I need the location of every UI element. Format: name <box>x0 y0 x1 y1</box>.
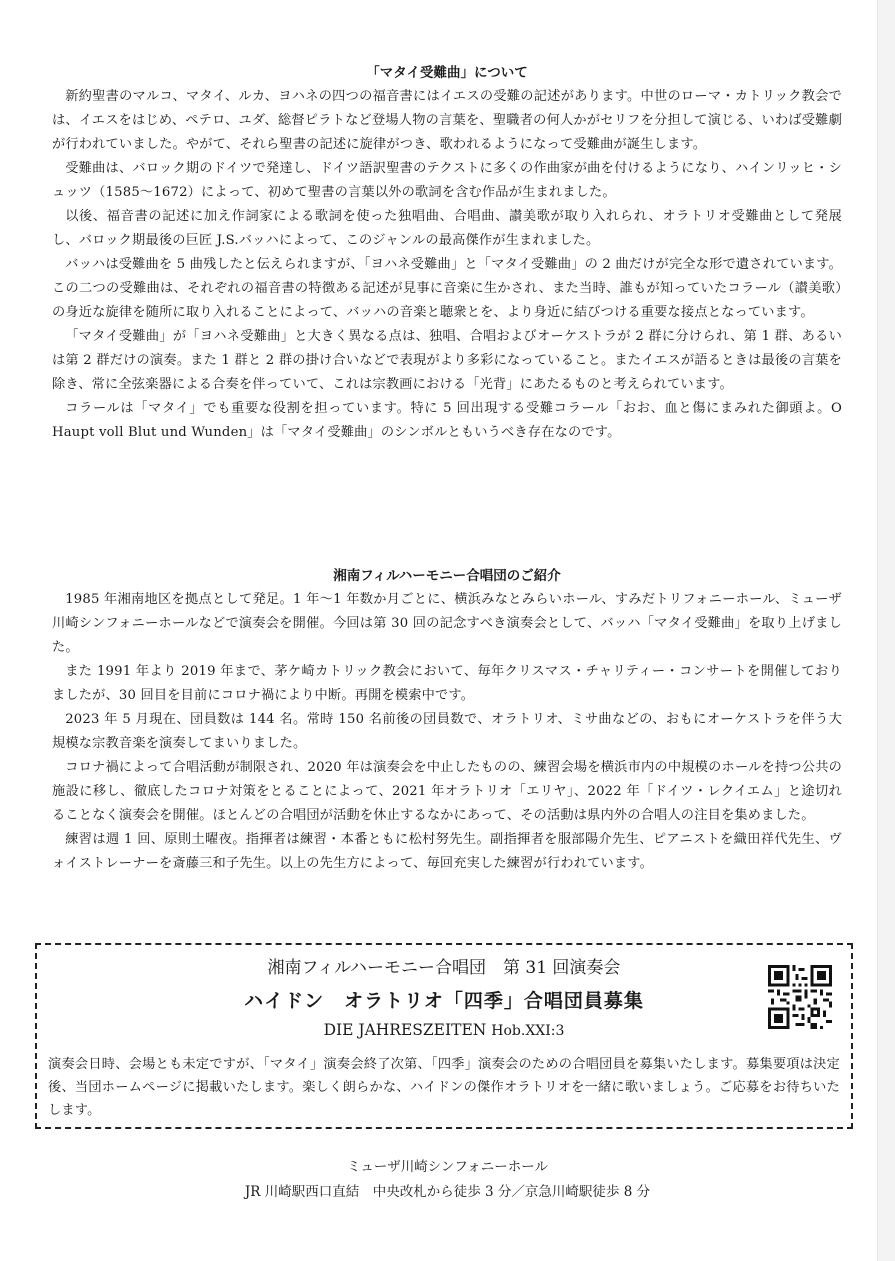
work-title <box>37 1020 851 1041</box>
work-catalog-number: Hob.XXI:3 <box>491 1023 565 1039</box>
recruitment-text: 演奏会日時、会場とも未定ですが、「マタイ」演奏会終了次第、「四季」演奏会のための合唱団員を募集いたします。募集要項は決定後、当団ホームページに掲載いたします。楽しく朗らかな、ハイドンの傑作オラトリオを一緒に歌いましょう。ご応募をお待ちいたします。 <box>48 1057 840 1118</box>
paragraph: 新約聖書のマルコ、マタイ、ルカ、ヨハネの四つの福音書にはイエスの受難の記述があります。中世のローマ・カトリック教会では、イエスをはじめ、ペテロ、ユダ、総督ピラトなど登場人物の言葉を、聖職者の何人かがセリフを分担して演じる、いわば受難劇が行われていました。やがて、それら聖書の記述に旋律がつき、歌われるようになって受難曲が誕生します。 <box>52 89 842 152</box>
work-title-main: DIE JAHRESZEITEN <box>323 1021 492 1039</box>
section-heading-choir: 湘南フィルハーモニー合唱団のご紹介 <box>333 568 561 584</box>
recruitment-box <box>35 943 853 1129</box>
section-matthew-passion <box>52 63 842 445</box>
section-heading-matthew: 「マタイ受難曲」について <box>366 65 528 81</box>
paragraph: コロナ禍によって合唱活動が制限され、2020 年は演奏会を中止したものの、練習会場を横浜市内の中規模のホールを持つ公共の施設に移し、徹底したコロナ対策をとることによって、2021 年オラトリオ「エリヤ」、2022 年「ドイツ・レクイエム」と途切れることなく演奏会を開催。ほとんどの合唱団が活動を休止するなかにあって、その活動は県内外の合唱人の注目を集めました。 <box>52 760 842 823</box>
qr-code-icon[interactable] <box>768 965 832 1029</box>
section-choir-intro <box>52 566 842 876</box>
recruitment-title: ハイドン オラトリオ「四季」合唱団員募集 <box>244 990 644 1012</box>
paragraph: 2023 年 5 月現在、団員数は 144 名。常時 150 名前後の団員数で、オラトリオ、ミサ曲などの、おもにオーケストラを伴う大規模な宗教音楽を演奏してまいりました。 <box>52 712 842 751</box>
paragraph: 以後、福音書の記述に加え作詞家による歌詞を使った独唱曲、合唱曲、讃美歌が取り入れられ、オラトリオ受難曲として発展し、バロック期最後の巨匠 J.S.バッハによって、このジャンルの最高傑作が生まれました。 <box>52 209 842 248</box>
paragraph-list-choir <box>52 588 842 876</box>
venue-access: JR 川崎駅西口直結 中央改札から徒歩 3 分／京急川崎駅徒歩 8 分 <box>244 1184 651 1200</box>
paragraph: 練習は週 1 回、原則土曜夜。指揮者は練習・本番ともに松村努先生。副指揮者を服部陽介先生、ピアニストを織田祥代先生、ヴォイストレーナーを斎藤三和子先生。以上の先生方によって、毎回充実した練習が行われています。 <box>52 832 842 871</box>
paragraph-list-matthew <box>52 85 842 445</box>
paragraph: また 1991 年より 2019 年まで、茅ケ崎カトリック教会において、毎年クリスマス・チャリティー・コンサートを開催しておりましたが、30 回目を目前にコロナ禍により中断。再開を模索中です。 <box>52 664 842 703</box>
paragraph: バッハは受難曲を 5 曲残したと伝えられますが、「ヨハネ受難曲」と「マタイ受難曲」の 2 曲だけが完全な形で遺されています。この二つの受難曲は、それぞれの福音書の特徴ある記述が見事に音楽に生かされ、また当時、誰もが知っていたコラール（讃美歌）の身近な旋律を随所に取り入れることによって、バッハの音楽と聴衆とを、より身近に結びつける重要な接点となっています。 <box>52 257 842 320</box>
paragraph: コラールは「マタイ」でも重要な役割を担っています。特に 5 回出現する受難コラール「おお、血と傷にまみれた御頭よ。O Haupt voll Blut und Wunden」は「マタイ受難曲」のシンボルともいうべき存在なのです。 <box>52 401 842 440</box>
paragraph: 1985 年湘南地区を拠点として発足。1 年～1 年数か月ごとに、横浜みなとみらいホール、すみだトリフォニーホール、ミューザ川崎シンフォニーホールなどで演奏会を開催。今回は第 30 回の記念すべき演奏会として、バッハ「マタイ受難曲」を取り上げました。 <box>52 592 842 655</box>
scrollbar-track[interactable] <box>877 0 895 1261</box>
paragraph: 「マタイ受難曲」が「ヨハネ受難曲」と大きく異なる点は、独唱、合唱およびオーケストラが 2 群に分けられ、第 1 群、あるいは第 2 群だけの演奏。また 1 群と 2 群の掛け合いなどで表現がより多彩になっていること。またイエスが語るときは最後の言葉を除き、常に全弦楽器による合奏を伴っていて、これは宗教画における「光背」にあたるものと考えられています。 <box>52 329 842 392</box>
venue-name: ミューザ川崎シンフォニーホール <box>347 1159 548 1175</box>
concert-title: 湘南フィルハーモニー合唱団 第 31 回演奏会 <box>267 958 621 978</box>
paragraph: 受難曲は、バロック期のドイツで発達し、ドイツ語訳聖書のテクストに多くの作曲家が曲を付けるようになり、ハインリッヒ・シュッツ（1585～1672）によって、初めて聖書の言葉以外の歌詞を含む作品が生まれました。 <box>52 161 842 200</box>
